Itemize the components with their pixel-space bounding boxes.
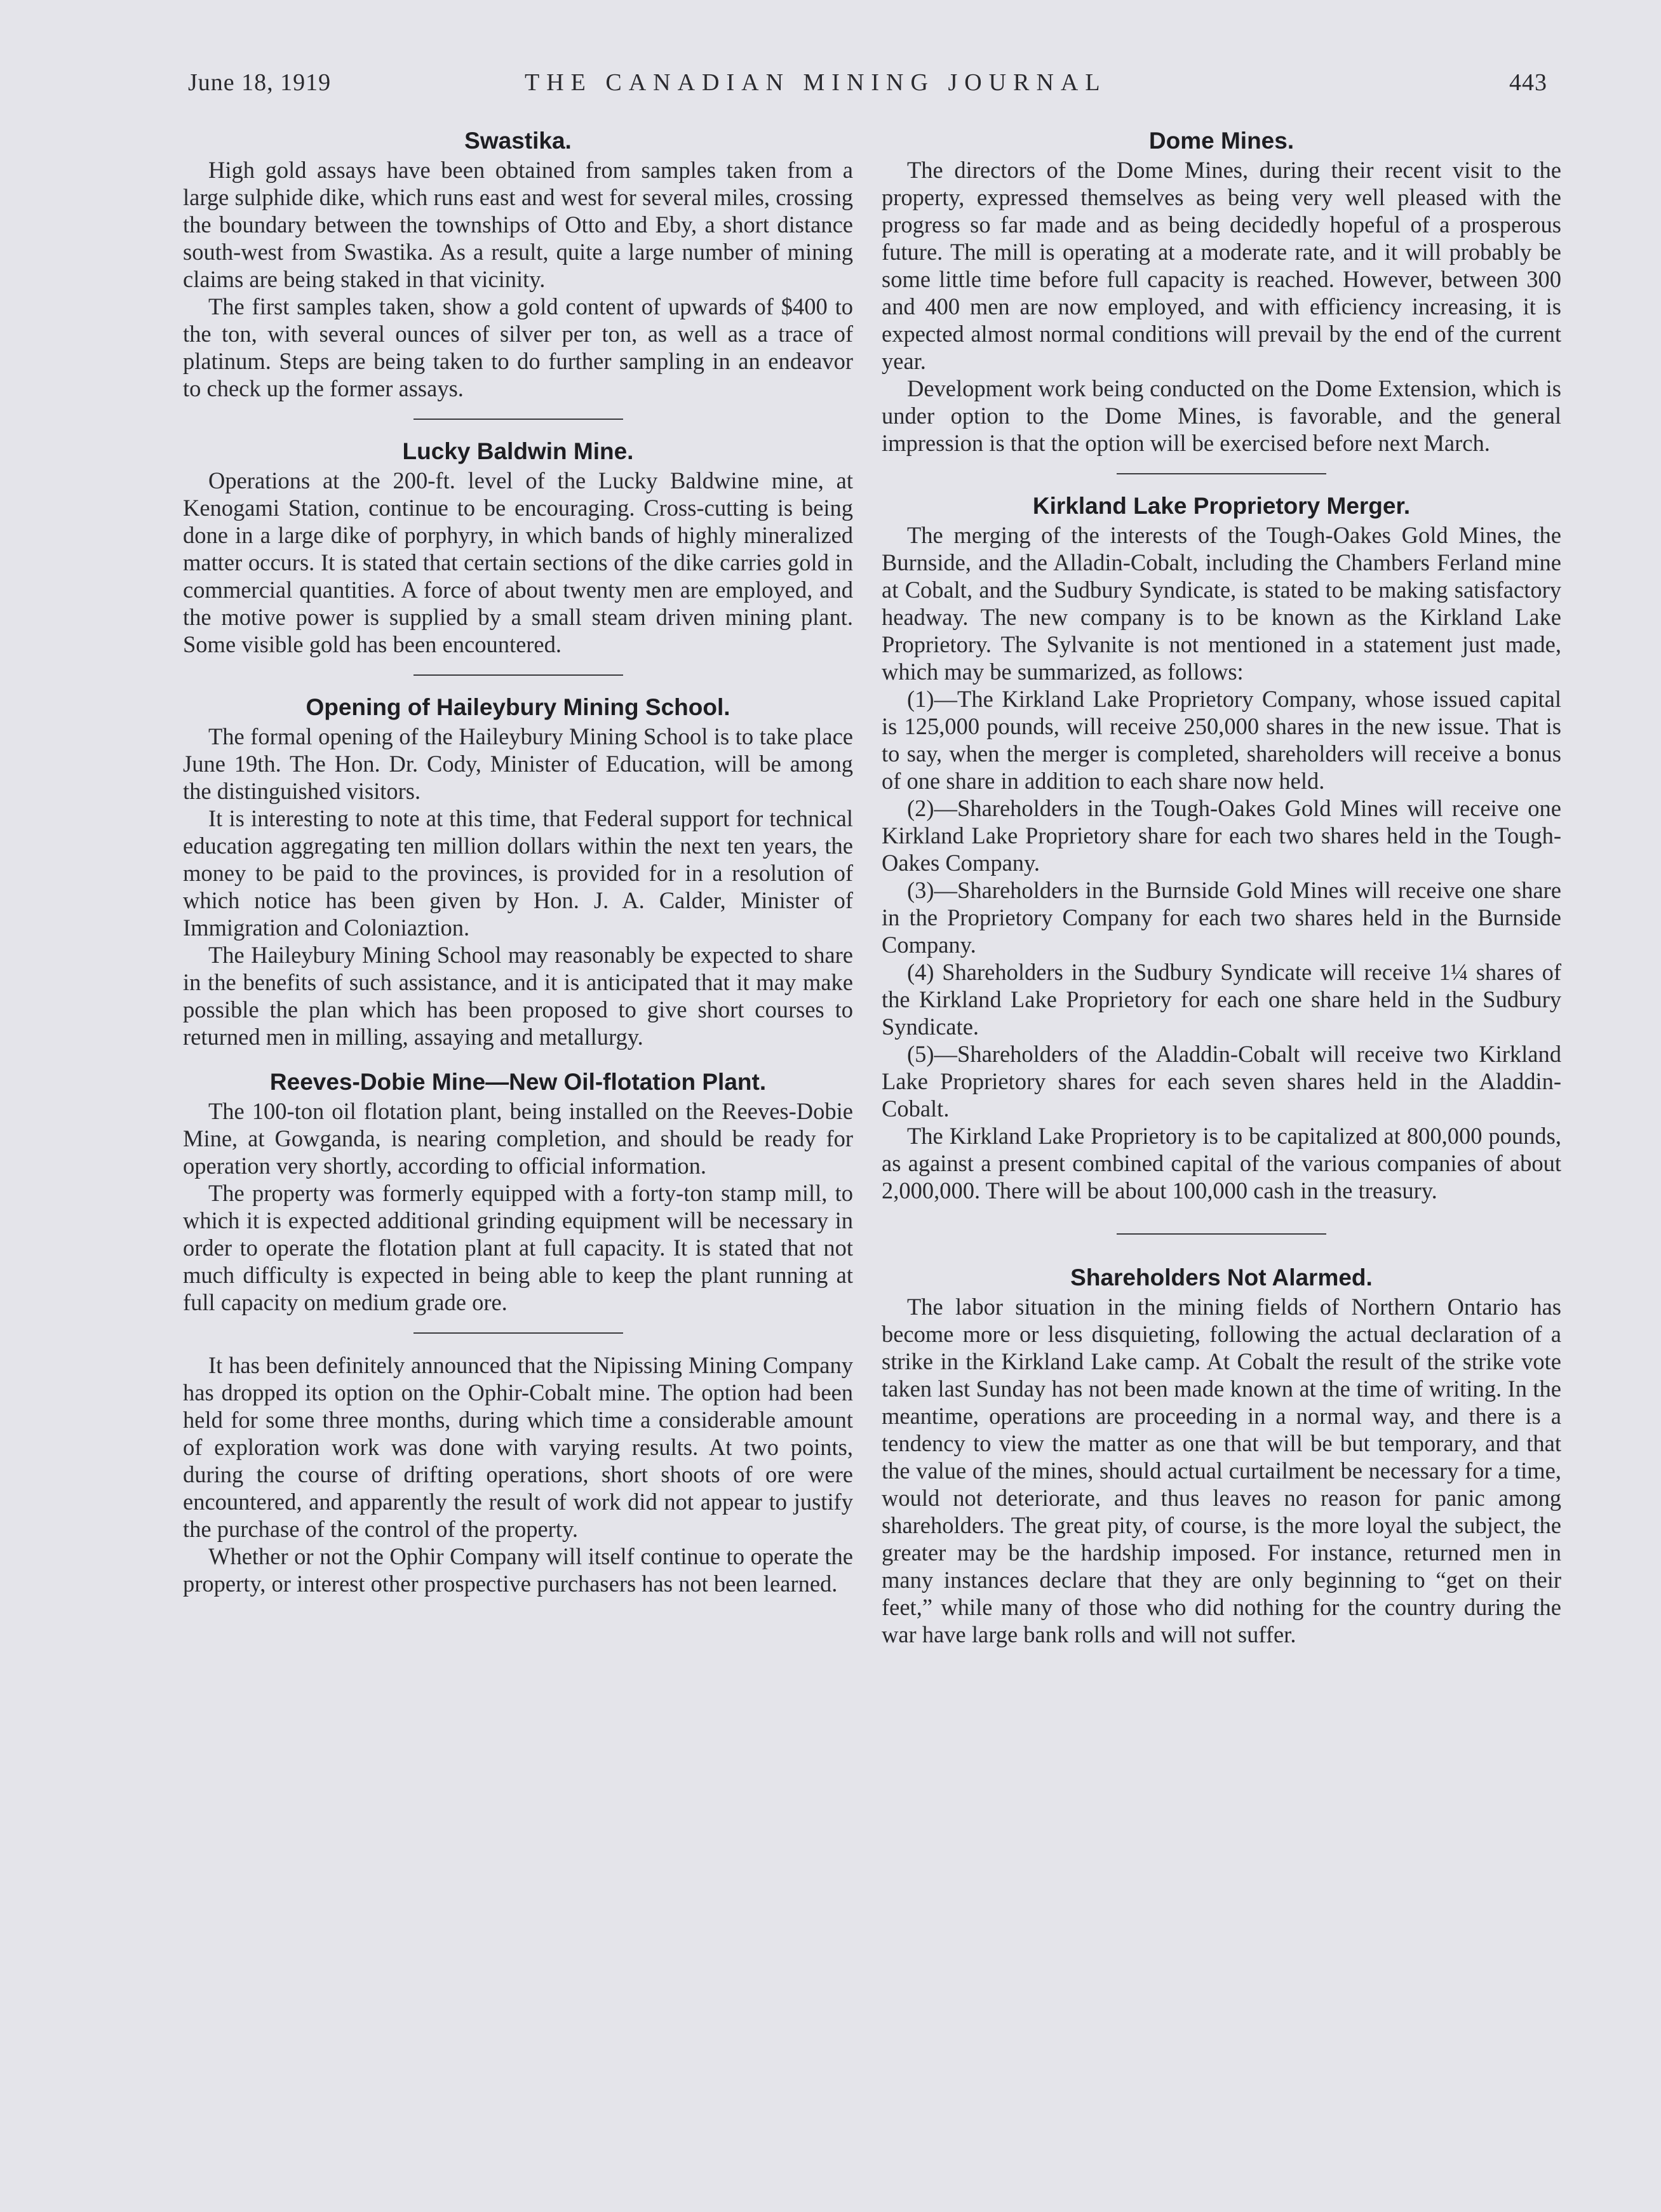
article-title: Kirkland Lake Proprietory Merger. — [1032, 493, 1411, 519]
section-divider — [414, 674, 623, 676]
section-divider — [1117, 473, 1326, 474]
paragraph: (1)—The Kirkland Lake Proprietory Company, whose issued capital is 125,000 pounds, will receive 250,000 shares in the new issue. That is to say, when the merger is completed, shareholders will receive a bonus of one share in addition to each share now held. — [882, 686, 1561, 794]
section-divider — [414, 1332, 623, 1334]
paragraph: It is interesting to note at this time, that Federal support for technical education aggregating ten million dollars within the next ten years, the money to be paid to the provinces, is provided for in a resolution of which notice has been given by Hon. J. A. Calder, Minister of Immigration and Coloniaztion. — [183, 805, 853, 941]
paragraph: Development work being conducted on the Dome Extension, which is under option to the Dome Mines, is favorable, and the general impression is that the option will be exercised before next March. — [882, 375, 1561, 456]
article-dome-mines — [882, 127, 1561, 457]
running-header — [188, 69, 1547, 107]
left-column — [183, 127, 853, 1597]
paragraph: It has been definitely announced that the Nipissing Mining Company has dropped its option on the Ophir-Cobalt mine. The option had been held for some three months, during which time a considerable amount of exploration work was done with varying results. At two points, during the course of drifting operations, short shoots of ore were encountered, and apparently the result of work did not appear to justify the purchase of the control of the property. — [183, 1352, 853, 1542]
paragraph: The directors of the Dome Mines, during their recent visit to the property, expressed themselves as being very well pleased with the progress so far made and as being decidedly hopeful of a prosperous future. The mill is operating at a moderate rate, and it will probably be some little time before full capacity is reached. However, between 300 and 400 men are now employed, and with efficiency increasing, it is expected almost normal conditions will prevail by the end of the current year. — [882, 157, 1561, 374]
article-title: Shareholders Not Alarmed. — [1070, 1264, 1373, 1290]
paragraph: (5)—Shareholders of the Aladdin-Cobalt will receive two Kirkland Lake Proprietory shares for each seven shares held in the Aladdin-Cobalt. — [882, 1041, 1561, 1122]
paragraph: (2)—Shareholders in the Tough-Oakes Gold Mines will receive one Kirkland Lake Proprietory share for each two shares held in the Tough-Oakes Company. — [882, 795, 1561, 876]
spacer — [183, 1050, 853, 1068]
paragraph: The formal opening of the Haileybury Mining School is to take place June 19th. The Hon. Dr. Cody, Minister of Education, will be among the distinguished visitors. — [183, 723, 853, 804]
journal-title: THE CANADIAN MINING JOURNAL — [525, 69, 1107, 96]
article-shareholders — [882, 1264, 1561, 1648]
article-title: Swastika. — [464, 128, 572, 154]
section-divider — [414, 419, 623, 420]
paragraph: The labor situation in the mining fields of Northern Ontario has become more or less disquieting, following the actual declaration of a strike in the Kirkland Lake camp. At Cobalt the result of the strike vote taken last Sunday has not been made known at the time of writing. In the meantime, operations are proceeding in a normal way, and there is a tendency to view the matter as one that will be but temporary, and that the value of the mines, should actual curtailment be necessary for a time, would not deteriorate, and thus leaves no reason for panic among shareholders. The great pity, of course, is the more loyal the subject, the greater may be the hardship imposed. For instance, returned men in many instances declare that they are only beginning to “get on their feet,” while many of those who did nothing for the country during the war have large bank rolls and will not suffer. — [882, 1294, 1561, 1647]
paragraph: The Haileybury Mining School may reasonably be expected to share in the benefits of such assistance, and it is anticipated that it may make possible the plan which has been proposed to give short courses to returned men in milling, assaying and metallurgy. — [183, 942, 853, 1050]
paragraph: Operations at the 200-ft. level of the Lucky Baldwine mine, at Kenogami Station, continue to be encouraging. Cross-cutting is being done in a large dike of porphyry, in which bands of highly mineralized matter occurs. It is stated that certain sections of the dike carries gold in commercial quantities. A force of about twenty men are employed, and the motive power is supplied by a small steam driven mining plant. Some visible gold has been encountered. — [183, 467, 853, 657]
paragraph: Whether or not the Ophir Company will itself continue to operate the property, or interest other prospective purchasers has not been learned. — [183, 1543, 853, 1597]
article-title: Reeves-Dobie Mine—New Oil-flotation Plant. — [269, 1069, 767, 1095]
paragraph: The merging of the interests of the Tough-Oakes Gold Mines, the Burnside, and the Alladin-Cobalt, including the Chambers Ferland mine at Cobalt, and the Sudbury Syndicate, is stated to be making satisfactory headway. The new company is to be known as the Kirkland Lake Proprietory. The Sylvanite is not mentioned in a statement just made, which may be summarized, as follows: — [882, 522, 1561, 685]
article-title: Lucky Baldwin Mine. — [402, 438, 634, 464]
article-swastika — [183, 127, 853, 402]
paragraph: High gold assays have been obtained from samples taken from a large sulphide dike, which runs east and west for several miles, crossing the boundary between the townships of Otto and Eby, a short distance south-west from Swastika. As a result, quite a large number of mining claims are being staked in that vicinity. — [183, 157, 853, 292]
article-reeves-dobie — [183, 1068, 853, 1316]
paragraph: The first samples taken, show a gold content of upwards of $400 to the ton, with several ounces of silver per ton, as well as a trace of platinum. Steps are being taken to do further sampling in an endeavor to check up the former assays. — [183, 293, 853, 401]
paragraph: (4) Shareholders in the Sudbury Syndicate will receive 1¼ shares of the Kirkland Lake Proprietory for each one share held in the Sudbury Syndicate. — [882, 959, 1561, 1040]
paragraph: The Kirkland Lake Proprietory is to be capitalized at 800,000 pounds, as against a present combined capital of the various companies of about 2,000,000. There will be about 100,000 cash in the treasury. — [882, 1123, 1561, 1203]
article-haileybury — [183, 694, 853, 1050]
section-divider — [1117, 1233, 1326, 1235]
article-lucky-baldwin — [183, 438, 853, 658]
article-kirkland-merger — [882, 492, 1561, 1204]
page-number: 443 — [1509, 69, 1547, 96]
paragraph: (3)—Shareholders in the Burnside Gold Mines will receive one share in the Proprietory Company for each two shares held in the Burnside Company. — [882, 877, 1561, 958]
article-title: Opening of Haileybury Mining School. — [306, 694, 730, 720]
paragraph: The property was formerly equipped with a forty-ton stamp mill, to which it is expected additional grinding equipment will be necessary in order to operate the flotation plant at full capacity. It is stated that not much difficulty is expected in being able to keep the plant running at full capacity on medium grade ore. — [183, 1180, 853, 1315]
right-column — [882, 127, 1561, 1648]
article-nipissing — [183, 1351, 853, 1597]
issue-date: June 18, 1919 — [188, 69, 332, 96]
paragraph: The 100-ton oil flotation plant, being installed on the Reeves-Dobie Mine, at Gowganda, is nearing completion, and should be ready for operation very shortly, according to official information. — [183, 1098, 853, 1179]
article-title: Dome Mines. — [1148, 128, 1295, 154]
